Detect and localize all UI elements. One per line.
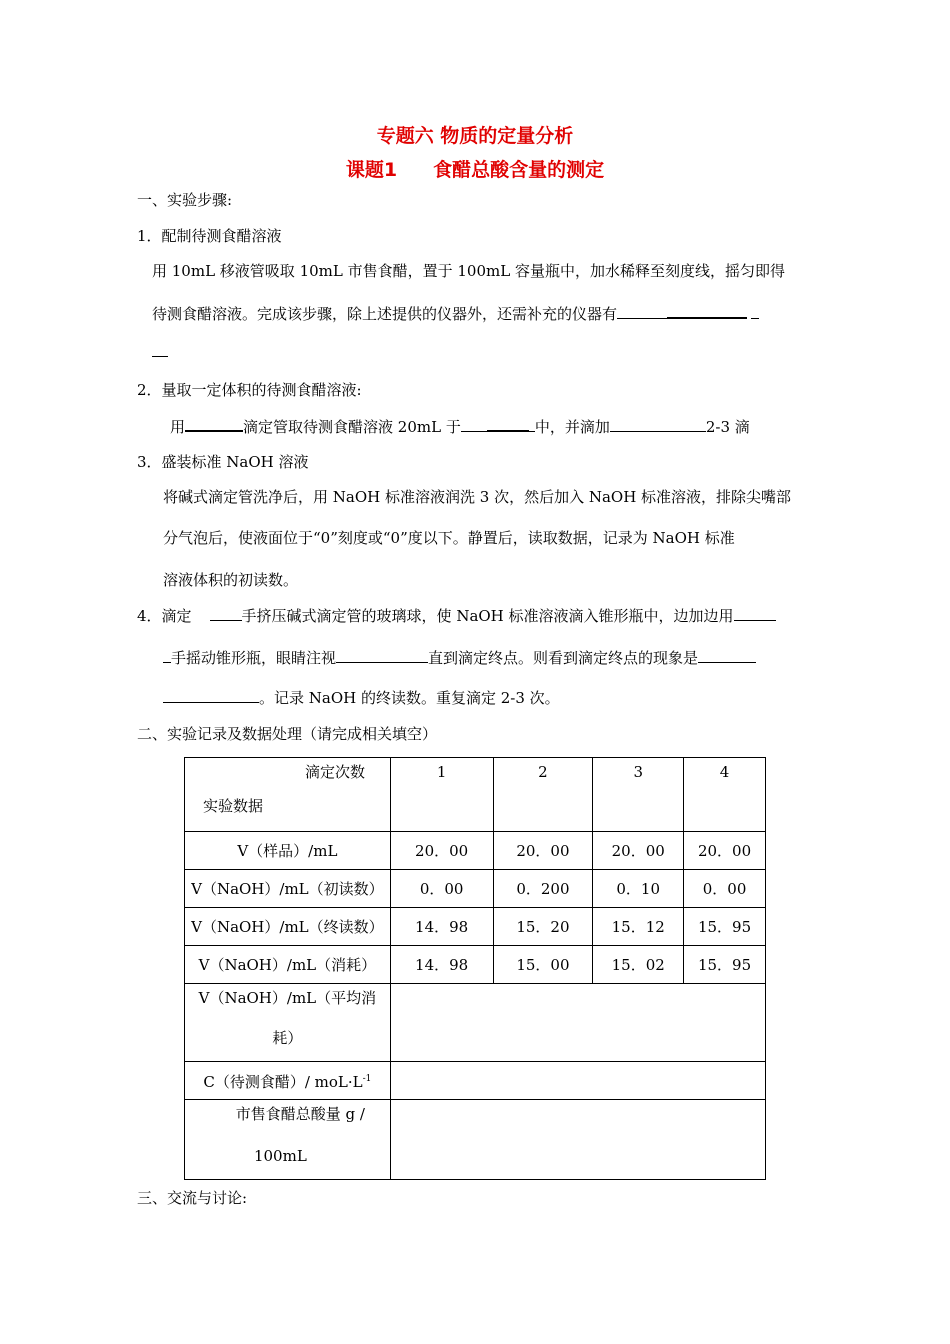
header-trial-1: 1 <box>390 758 493 832</box>
step4-line3 <box>163 688 560 708</box>
blank-hand-left[interactable] <box>210 606 242 621</box>
blank-instruments-a[interactable] <box>617 304 667 319</box>
table-cell: 20．00 <box>390 832 493 870</box>
table-cell: 14．98 <box>390 946 493 984</box>
step1-line2-text: 待测食醋溶液。完成该步骤，除上述提供的仪器外，还需补充的仪器有 <box>152 305 618 323</box>
step4-text-e: 。记录 NaOH 的终读数。重复滴定 2-3 次。 <box>259 689 560 707</box>
step2-text-b: 滴定管取待测食醋溶液 20mL 于 <box>243 418 461 436</box>
table-cell: 15．95 <box>684 946 766 984</box>
table-header-row <box>185 758 766 832</box>
step4-line1 <box>137 606 776 626</box>
table-cell: 15．02 <box>593 946 684 984</box>
step2-text-d: 2-3 滴 <box>705 418 750 436</box>
subtitle-number: 课题1 <box>345 159 398 181</box>
step1-line3 <box>152 342 168 362</box>
header-data-label: 实验数据 <box>203 797 264 815</box>
table-cell: 20．00 <box>593 832 684 870</box>
table-row-total-acid <box>185 1100 766 1180</box>
blank-endpoint-a[interactable] <box>698 648 756 663</box>
section1-heading: 一、实验步骤: <box>137 191 233 209</box>
table-row <box>185 908 766 946</box>
blank-instruments-c[interactable] <box>751 304 759 319</box>
blank-endpoint-b[interactable] <box>163 688 259 703</box>
step3-heading: 3．盛装标准 NaOH 溶液 <box>137 453 309 471</box>
step2-text-a: 用 <box>170 418 186 436</box>
blank-container-b[interactable] <box>487 416 529 432</box>
total-acid-label-line2: 100mL <box>253 1147 307 1165</box>
step4-text-d: 直到滴定终点。则看到滴定终点的现象是 <box>428 649 699 667</box>
total-acid-answer-cell[interactable] <box>390 1100 765 1180</box>
row-label: V（NaOH）/mL（初读数） <box>185 870 391 908</box>
step4-line2 <box>163 648 756 668</box>
header-trial-4: 4 <box>684 758 766 832</box>
table-cell: 20．00 <box>493 832 593 870</box>
blank-instruments-b[interactable] <box>667 303 747 319</box>
step2-line1 <box>170 416 750 437</box>
row-label: V（NaOH）/mL（终读数） <box>185 908 391 946</box>
subtitle-text: 食醋总酸含量的测定 <box>433 159 605 181</box>
section3-heading: 三、交流与讨论: <box>137 1189 248 1207</box>
average-label-line1: V（NaOH）/mL（平均消 <box>198 989 377 1007</box>
step2-text-c: 中，并滴加 <box>534 418 610 436</box>
titration-data-table <box>184 757 766 1180</box>
table-cell: 15．12 <box>593 908 684 946</box>
table-row <box>185 832 766 870</box>
step1-line1: 用 10mL 移液管吸取 10mL 市售食醋，置于 100mL 容量瓶中，加水稀释至刻度线，摇匀即得 <box>152 262 785 280</box>
step2-heading: 2．量取一定体积的待测食醋溶液: <box>137 381 362 399</box>
blank-watch-target[interactable] <box>336 648 428 663</box>
row-label: V（样品）/mL <box>185 832 391 870</box>
blank-burette-type[interactable] <box>185 416 243 432</box>
average-label-line2: 耗） <box>272 1029 303 1047</box>
blank-indicator[interactable] <box>610 417 706 432</box>
step4-text-c: 手摇动锥形瓶，眼睛注视 <box>171 649 337 667</box>
table-row <box>185 870 766 908</box>
step4-text-a: 4．滴定 <box>137 607 192 625</box>
concentration-answer-cell[interactable] <box>390 1062 765 1100</box>
step4-text-b: 手挤压碱式滴定管的玻璃球，使 NaOH 标准溶液滴入锥形瓶中，边加边用 <box>241 607 734 625</box>
row-label-average <box>185 984 391 1062</box>
table-cell: 0．10 <box>593 870 684 908</box>
blank-hand-right-b[interactable] <box>163 648 171 663</box>
section2-heading: 二、实验记录及数据处理（请完成相关填空） <box>137 725 438 743</box>
table-cell: 20．00 <box>684 832 766 870</box>
blank-instruments-d[interactable] <box>152 342 168 357</box>
step3-line2: 分气泡后，使液面位于“0”刻度或“0”度以下。静置后，读取数据，记录为 NaOH 标准 <box>163 529 735 547</box>
table-row <box>185 946 766 984</box>
document-title: 专题六 物质的定量分析 <box>376 125 574 147</box>
table-cell: 0．00 <box>684 870 766 908</box>
table-cell: 15．20 <box>493 908 593 946</box>
concentration-label: C（待测食醋）/ moL·L <box>203 1073 363 1091</box>
step1-heading: 1．配制待测食醋溶液 <box>137 227 282 245</box>
blank-hand-right-a[interactable] <box>734 606 776 621</box>
header-trials-label: 滴定次数 <box>305 763 366 781</box>
total-acid-label-line1: 市售食醋总酸量 g / <box>235 1105 365 1123</box>
header-trial-2: 2 <box>493 758 593 832</box>
row-label-concentration <box>185 1062 391 1100</box>
table-cell: 14．98 <box>390 908 493 946</box>
row-label-total-acid <box>185 1100 391 1180</box>
table-cell: 15．95 <box>684 908 766 946</box>
row-label: V（NaOH）/mL（消耗） <box>185 946 391 984</box>
header-trial-3: 3 <box>593 758 684 832</box>
step1-line2 <box>152 303 759 324</box>
average-answer-cell[interactable] <box>390 984 765 1062</box>
blank-container-a[interactable] <box>461 417 487 432</box>
table-cell: 15．00 <box>493 946 593 984</box>
table-cell: 0．200 <box>493 870 593 908</box>
document-subtitle <box>0 155 950 182</box>
concentration-unit-exponent: -1 <box>362 1074 372 1084</box>
table-cell: 0．00 <box>390 870 493 908</box>
step3-line3: 溶液体积的初读数。 <box>163 571 299 589</box>
table-corner-cell <box>185 758 391 832</box>
step3-line1: 将碱式滴定管洗净后，用 NaOH 标准溶液润洗 3 次，然后加入 NaOH 标准溶液，排除尖嘴部 <box>163 488 792 506</box>
table-row-concentration <box>185 1062 766 1100</box>
table-row-average <box>185 984 766 1062</box>
